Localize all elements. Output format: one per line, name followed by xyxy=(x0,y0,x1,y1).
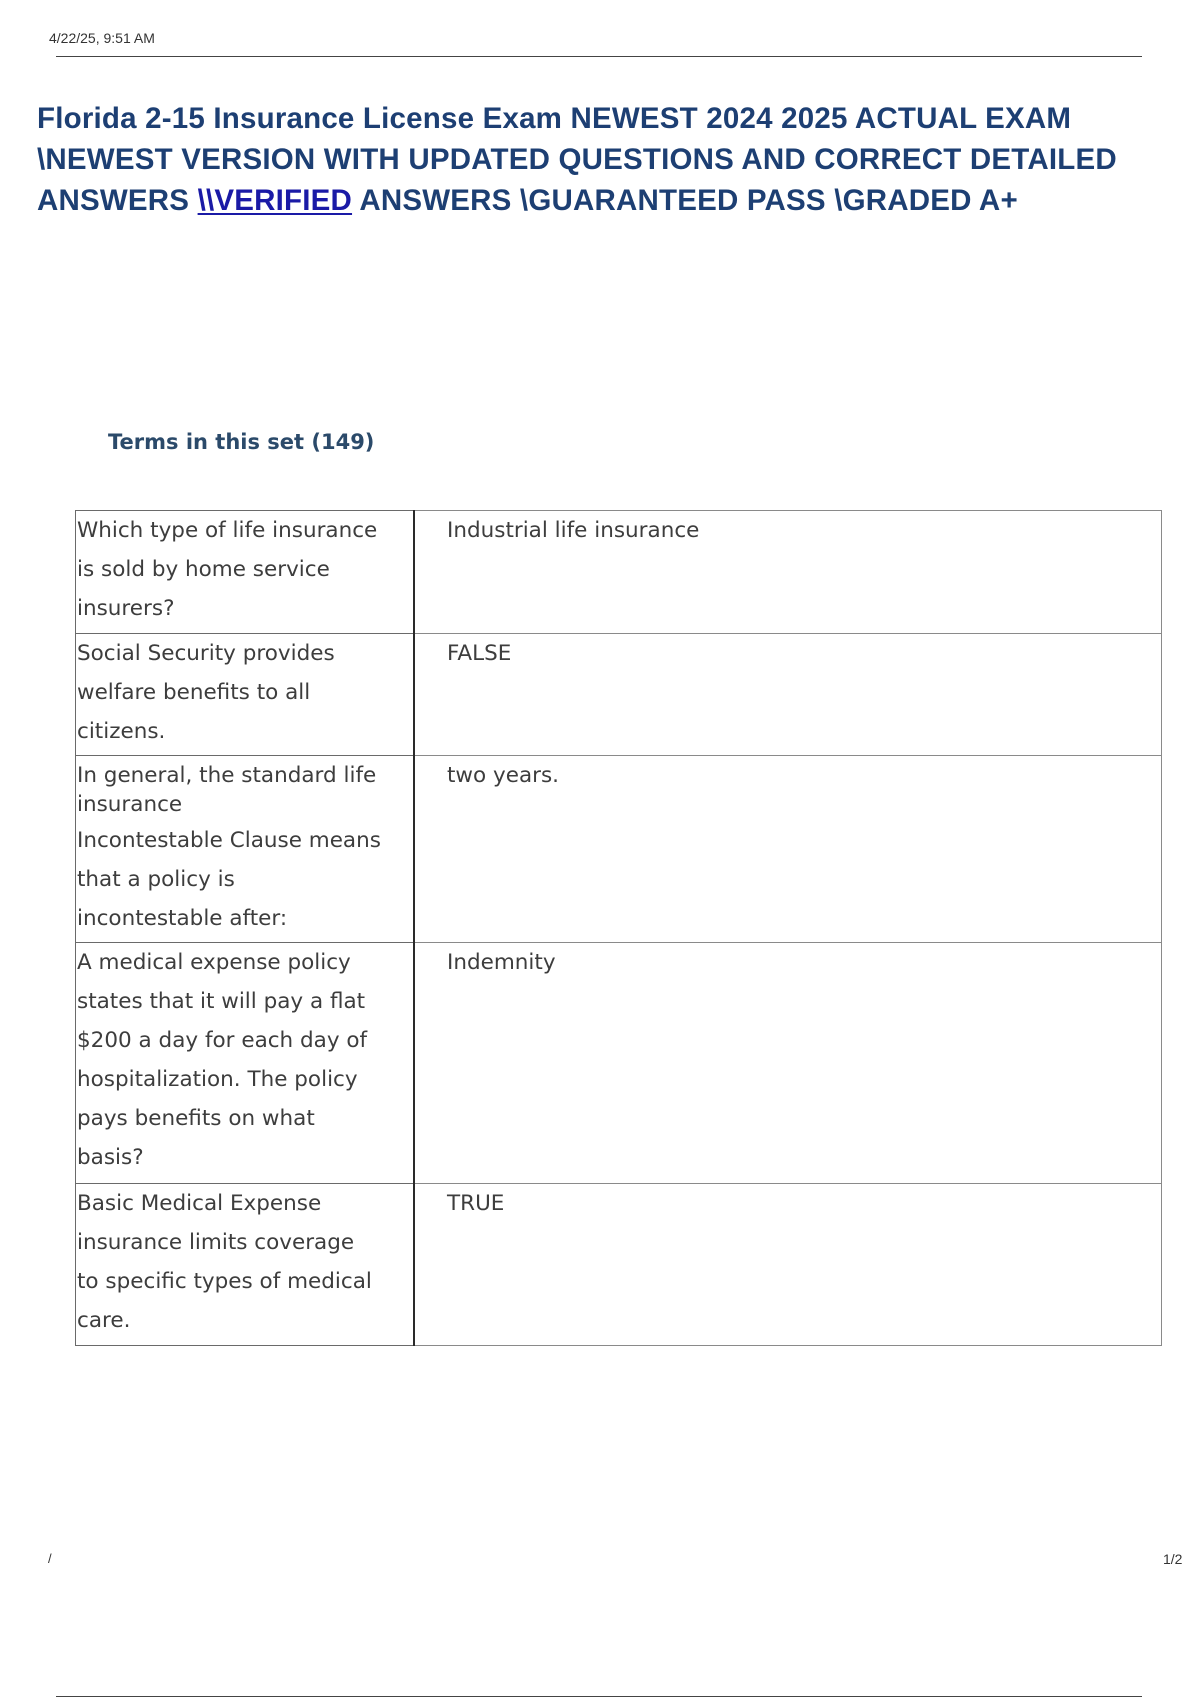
document-title xyxy=(37,98,1187,221)
definition-cell xyxy=(414,634,1162,756)
definition-text: two years. xyxy=(447,763,560,788)
footer-mark: / xyxy=(48,1551,52,1566)
term-text-line: Incontestable Clause means that a policy is incontestable after: xyxy=(77,828,381,931)
title-text-end: ANSWERS \GUARANTEED PASS \GRADED A+ xyxy=(352,184,1018,217)
term-text: Which type of life insurance is sold by home service insurers? xyxy=(77,518,378,621)
top-divider xyxy=(56,56,1142,57)
table-row xyxy=(76,943,1162,1184)
print-timestamp: 4/22/25, 9:51 AM xyxy=(49,30,155,46)
definition-text: TRUE xyxy=(447,1191,505,1216)
term-cell xyxy=(76,756,415,943)
term-text-line: In general, the standard life xyxy=(77,763,377,788)
definition-cell xyxy=(414,511,1162,634)
definition-text: FALSE xyxy=(447,641,512,666)
terms-count-heading: Terms in this set (149) xyxy=(108,430,375,454)
term-text: Basic Medical Expense insurance limits coverage to specific types of medical care. xyxy=(77,1191,372,1333)
page-indicator: 1/2 xyxy=(1163,1551,1183,1567)
table-row xyxy=(76,1184,1162,1346)
term-cell xyxy=(76,943,415,1184)
definition-text: Indemnity xyxy=(447,950,556,975)
term-text: A medical expense policy states that it will pay a flat $200 a day for each day of hospitalization. The policy pays benefits on what basis? xyxy=(77,950,368,1170)
definition-cell xyxy=(414,1184,1162,1346)
bottom-divider xyxy=(56,1696,1142,1697)
term-text: Social Security provides welfare benefits to all citizens. xyxy=(77,641,335,744)
verified-link[interactable]: \\VERIFIED xyxy=(197,184,353,217)
definition-cell xyxy=(414,943,1162,1184)
table-row xyxy=(76,511,1162,634)
term-cell xyxy=(76,1184,415,1346)
term-text xyxy=(77,756,413,938)
terms-table xyxy=(75,510,1162,1346)
table-row xyxy=(76,756,1162,943)
term-cell xyxy=(76,634,415,756)
definition-text: Industrial life insurance xyxy=(447,518,700,543)
definition-cell xyxy=(414,756,1162,943)
term-cell xyxy=(76,511,415,634)
table-row xyxy=(76,634,1162,756)
title-text-start: Florida 2-15 Insurance License Exam NEWEST 2024 2025 ACTUAL EXAM \NEWEST VERSION WITH UPDATED QUESTIONS AND CORRECT DETAILED ANSWERS xyxy=(37,102,1117,217)
term-text-line: insurance xyxy=(77,792,183,817)
